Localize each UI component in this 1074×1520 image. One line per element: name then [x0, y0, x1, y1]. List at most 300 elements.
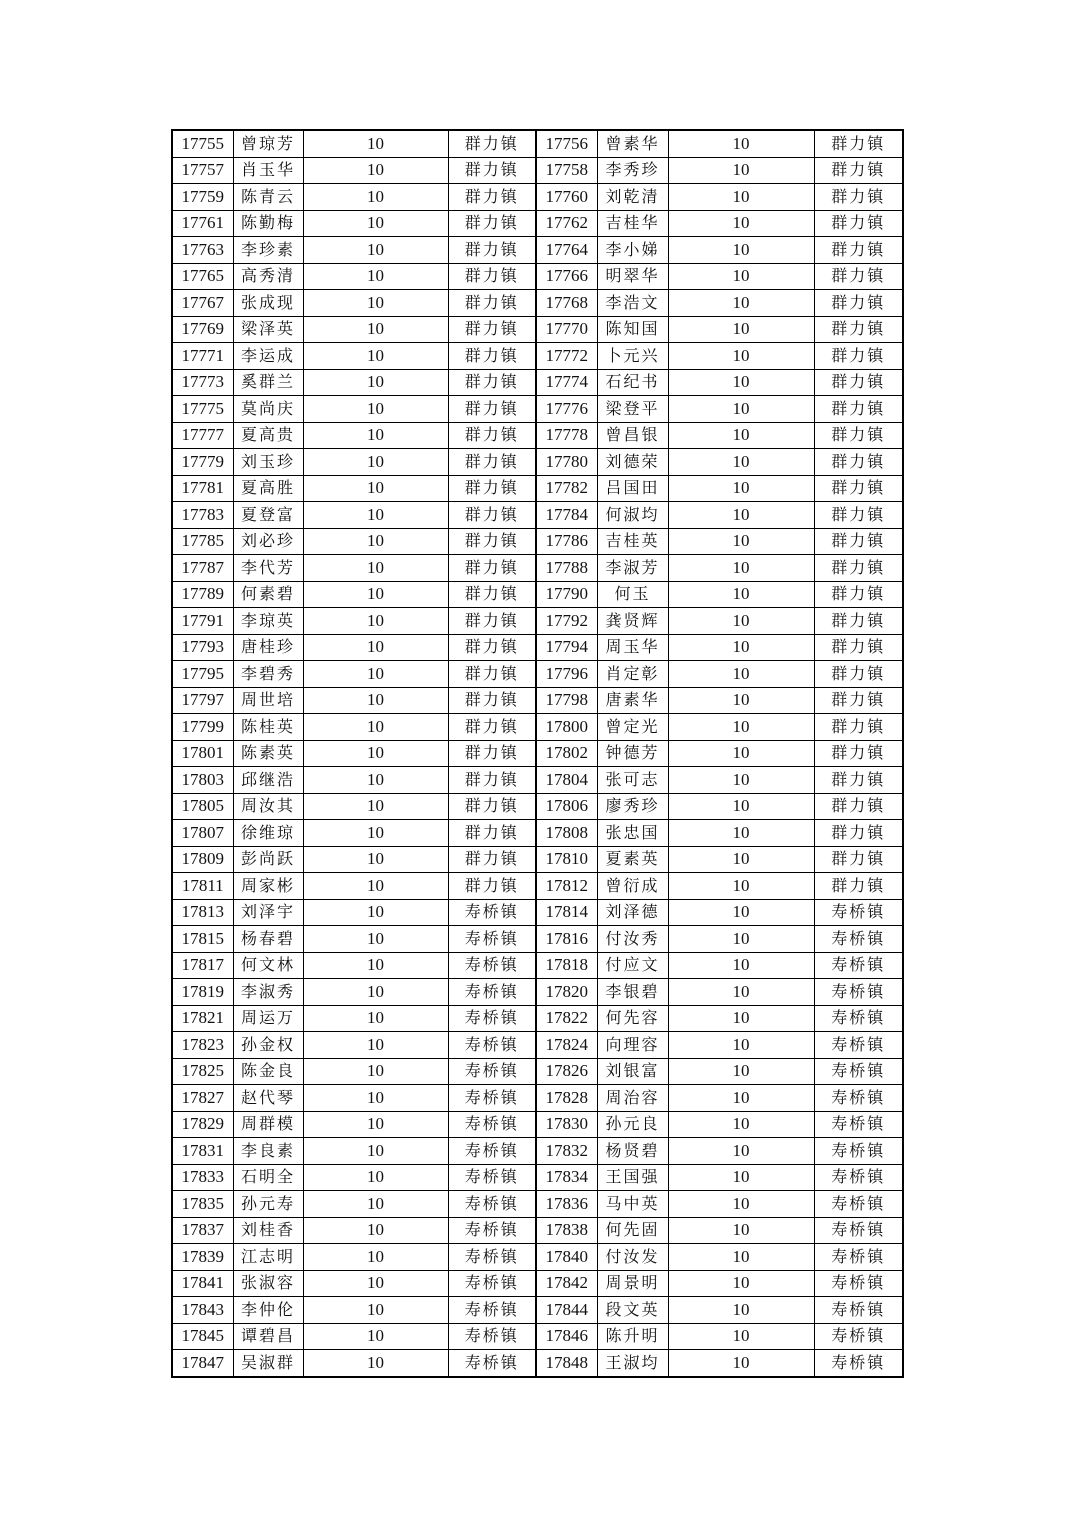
amount-cell: 10	[668, 979, 814, 1006]
person-name-cell: 陈桂英	[233, 714, 303, 741]
table-row	[172, 422, 903, 449]
serial-number-cell: 17776	[536, 396, 597, 423]
serial-number-cell: 17789	[172, 581, 233, 608]
town-cell: 寿桥镇	[448, 1111, 536, 1138]
serial-number-cell: 17807	[172, 820, 233, 847]
serial-number-cell: 17803	[172, 767, 233, 794]
amount-cell: 10	[303, 1297, 448, 1324]
town-cell: 寿桥镇	[448, 1297, 536, 1324]
person-name-cell: 刘德荣	[597, 449, 668, 476]
amount-cell: 10	[668, 237, 814, 264]
person-name-cell: 谭碧昌	[233, 1323, 303, 1350]
amount-cell: 10	[303, 846, 448, 873]
town-cell: 群力镇	[448, 422, 536, 449]
town-cell: 群力镇	[448, 767, 536, 794]
serial-number-cell: 17785	[172, 528, 233, 555]
amount-cell: 10	[668, 396, 814, 423]
person-name-cell: 肖定彰	[597, 661, 668, 688]
town-cell: 群力镇	[448, 634, 536, 661]
town-cell: 寿桥镇	[814, 1032, 903, 1059]
town-cell: 群力镇	[814, 449, 903, 476]
town-cell: 群力镇	[448, 210, 536, 237]
table-row	[172, 740, 903, 767]
person-name-cell: 曾衍成	[597, 873, 668, 900]
amount-cell: 10	[668, 184, 814, 211]
town-cell: 群力镇	[814, 661, 903, 688]
town-cell: 群力镇	[814, 157, 903, 184]
amount-cell: 10	[303, 873, 448, 900]
table-row	[172, 184, 903, 211]
town-cell: 群力镇	[814, 528, 903, 555]
town-cell: 群力镇	[448, 316, 536, 343]
amount-cell: 10	[668, 343, 814, 370]
town-cell: 群力镇	[448, 555, 536, 582]
amount-cell: 10	[303, 184, 448, 211]
person-name-cell: 李仲伦	[233, 1297, 303, 1324]
person-name-cell: 付汝发	[597, 1244, 668, 1271]
amount-cell: 10	[303, 316, 448, 343]
amount-cell: 10	[303, 581, 448, 608]
person-name-cell: 何素碧	[233, 581, 303, 608]
amount-cell: 10	[668, 793, 814, 820]
amount-cell: 10	[668, 1191, 814, 1218]
person-name-cell: 李珍素	[233, 237, 303, 264]
serial-number-cell: 17788	[536, 555, 597, 582]
amount-cell: 10	[303, 1164, 448, 1191]
person-name-cell: 刘玉珍	[233, 449, 303, 476]
table-row	[172, 396, 903, 423]
amount-cell: 10	[303, 1058, 448, 1085]
town-cell: 寿桥镇	[814, 1191, 903, 1218]
town-cell: 寿桥镇	[814, 979, 903, 1006]
amount-cell: 10	[668, 1111, 814, 1138]
table-row	[172, 846, 903, 873]
serial-number-cell: 17813	[172, 899, 233, 926]
serial-number-cell: 17794	[536, 634, 597, 661]
town-cell: 群力镇	[814, 608, 903, 635]
amount-cell: 10	[668, 1270, 814, 1297]
person-name-cell: 陈知国	[597, 316, 668, 343]
town-cell: 寿桥镇	[814, 899, 903, 926]
amount-cell: 10	[668, 475, 814, 502]
town-cell: 群力镇	[448, 290, 536, 317]
town-cell: 群力镇	[448, 740, 536, 767]
town-cell: 寿桥镇	[814, 1138, 903, 1165]
serial-number-cell: 17818	[536, 952, 597, 979]
person-name-cell: 石纪书	[597, 369, 668, 396]
serial-number-cell: 17772	[536, 343, 597, 370]
serial-number-cell: 17792	[536, 608, 597, 635]
table-row	[172, 608, 903, 635]
serial-number-cell: 17757	[172, 157, 233, 184]
serial-number-cell: 17799	[172, 714, 233, 741]
serial-number-cell: 17844	[536, 1297, 597, 1324]
amount-cell: 10	[303, 263, 448, 290]
table-row	[172, 263, 903, 290]
amount-cell: 10	[303, 767, 448, 794]
amount-cell: 10	[668, 1297, 814, 1324]
amount-cell: 10	[668, 1138, 814, 1165]
serial-number-cell: 17782	[536, 475, 597, 502]
serial-number-cell: 17765	[172, 263, 233, 290]
table-row	[172, 237, 903, 264]
table-row	[172, 926, 903, 953]
person-name-cell: 曾定光	[597, 714, 668, 741]
person-name-cell: 刘银富	[597, 1058, 668, 1085]
person-name-cell: 徐维琼	[233, 820, 303, 847]
serial-number-cell: 17793	[172, 634, 233, 661]
amount-cell: 10	[668, 608, 814, 635]
person-name-cell: 夏高贵	[233, 422, 303, 449]
town-cell: 寿桥镇	[814, 1085, 903, 1112]
town-cell: 寿桥镇	[448, 1138, 536, 1165]
amount-cell: 10	[303, 1217, 448, 1244]
amount-cell: 10	[668, 210, 814, 237]
amount-cell: 10	[303, 952, 448, 979]
table-row	[172, 502, 903, 529]
amount-cell: 10	[303, 608, 448, 635]
town-cell: 群力镇	[448, 661, 536, 688]
amount-cell: 10	[303, 820, 448, 847]
serial-number-cell: 17811	[172, 873, 233, 900]
table-row	[172, 210, 903, 237]
town-cell: 群力镇	[448, 714, 536, 741]
serial-number-cell: 17830	[536, 1111, 597, 1138]
serial-number-cell: 17806	[536, 793, 597, 820]
serial-number-cell: 17797	[172, 687, 233, 714]
person-name-cell: 吴淑群	[233, 1350, 303, 1377]
person-name-cell: 吕国田	[597, 475, 668, 502]
serial-number-cell: 17775	[172, 396, 233, 423]
town-cell: 寿桥镇	[814, 1164, 903, 1191]
amount-cell: 10	[303, 1270, 448, 1297]
person-name-cell: 付汝秀	[597, 926, 668, 953]
town-cell: 群力镇	[448, 263, 536, 290]
serial-number-cell: 17820	[536, 979, 597, 1006]
table-row	[172, 714, 903, 741]
serial-number-cell: 17843	[172, 1297, 233, 1324]
serial-number-cell: 17781	[172, 475, 233, 502]
town-cell: 群力镇	[448, 396, 536, 423]
person-name-cell: 李良素	[233, 1138, 303, 1165]
town-cell: 群力镇	[448, 369, 536, 396]
amount-cell: 10	[303, 1323, 448, 1350]
amount-cell: 10	[668, 157, 814, 184]
person-name-cell: 吉桂华	[597, 210, 668, 237]
amount-cell: 10	[668, 1032, 814, 1059]
serial-number-cell: 17832	[536, 1138, 597, 1165]
serial-number-cell: 17761	[172, 210, 233, 237]
town-cell: 群力镇	[814, 343, 903, 370]
town-cell: 群力镇	[814, 290, 903, 317]
serial-number-cell: 17770	[536, 316, 597, 343]
town-cell: 寿桥镇	[448, 1350, 536, 1377]
town-cell: 寿桥镇	[814, 1350, 903, 1377]
town-cell: 寿桥镇	[814, 1323, 903, 1350]
table-row	[172, 475, 903, 502]
person-name-cell: 廖秀珍	[597, 793, 668, 820]
person-name-cell: 夏高胜	[233, 475, 303, 502]
table-row	[172, 555, 903, 582]
amount-cell: 10	[303, 661, 448, 688]
amount-cell: 10	[303, 475, 448, 502]
serial-number-cell: 17816	[536, 926, 597, 953]
person-name-cell: 向理容	[597, 1032, 668, 1059]
serial-number-cell: 17796	[536, 661, 597, 688]
amount-cell: 10	[668, 316, 814, 343]
town-cell: 群力镇	[814, 873, 903, 900]
amount-cell: 10	[303, 1350, 448, 1377]
town-cell: 寿桥镇	[448, 979, 536, 1006]
amount-cell: 10	[303, 1005, 448, 1032]
table-row	[172, 369, 903, 396]
table-row	[172, 1005, 903, 1032]
table-row	[172, 767, 903, 794]
serial-number-cell: 17834	[536, 1164, 597, 1191]
table-row	[172, 581, 903, 608]
person-name-cell: 明翠华	[597, 263, 668, 290]
serial-number-cell: 17777	[172, 422, 233, 449]
serial-number-cell: 17758	[536, 157, 597, 184]
amount-cell: 10	[668, 1085, 814, 1112]
serial-number-cell: 17763	[172, 237, 233, 264]
serial-number-cell: 17833	[172, 1164, 233, 1191]
table-row	[172, 343, 903, 370]
amount-cell: 10	[668, 846, 814, 873]
person-name-cell: 江志明	[233, 1244, 303, 1271]
amount-cell: 10	[303, 449, 448, 476]
town-cell: 群力镇	[448, 502, 536, 529]
town-cell: 寿桥镇	[814, 1058, 903, 1085]
serial-number-cell: 17773	[172, 369, 233, 396]
town-cell: 群力镇	[814, 714, 903, 741]
town-cell: 群力镇	[814, 263, 903, 290]
serial-number-cell: 17766	[536, 263, 597, 290]
amount-cell: 10	[303, 1032, 448, 1059]
amount-cell: 10	[668, 899, 814, 926]
serial-number-cell: 17800	[536, 714, 597, 741]
serial-number-cell: 17780	[536, 449, 597, 476]
town-cell: 群力镇	[814, 369, 903, 396]
serial-number-cell: 17829	[172, 1111, 233, 1138]
town-cell: 群力镇	[448, 873, 536, 900]
person-name-cell: 陈勤梅	[233, 210, 303, 237]
town-cell: 群力镇	[814, 184, 903, 211]
serial-number-cell: 17825	[172, 1058, 233, 1085]
person-name-cell: 刘乾清	[597, 184, 668, 211]
person-name-cell: 何玉	[597, 581, 668, 608]
person-name-cell: 李琼英	[233, 608, 303, 635]
town-cell: 群力镇	[814, 475, 903, 502]
amount-cell: 10	[668, 740, 814, 767]
serial-number-cell: 17784	[536, 502, 597, 529]
person-name-cell: 段文英	[597, 1297, 668, 1324]
person-name-cell: 李小娣	[597, 237, 668, 264]
amount-cell: 10	[303, 740, 448, 767]
serial-number-cell: 17827	[172, 1085, 233, 1112]
table-row	[172, 1270, 903, 1297]
table-row	[172, 1297, 903, 1324]
table-row	[172, 1323, 903, 1350]
person-name-cell: 付应文	[597, 952, 668, 979]
person-name-cell: 吉桂英	[597, 528, 668, 555]
person-name-cell: 李银碧	[597, 979, 668, 1006]
serial-number-cell: 17835	[172, 1191, 233, 1218]
serial-number-cell: 17838	[536, 1217, 597, 1244]
person-name-cell: 周群模	[233, 1111, 303, 1138]
person-name-cell: 陈青云	[233, 184, 303, 211]
serial-number-cell: 17755	[172, 130, 233, 157]
town-cell: 寿桥镇	[814, 1270, 903, 1297]
amount-cell: 10	[303, 634, 448, 661]
serial-number-cell: 17839	[172, 1244, 233, 1271]
person-name-cell: 李淑秀	[233, 979, 303, 1006]
person-name-cell: 陈金良	[233, 1058, 303, 1085]
table-row	[172, 1111, 903, 1138]
person-name-cell: 刘桂香	[233, 1217, 303, 1244]
town-cell: 寿桥镇	[448, 899, 536, 926]
person-name-cell: 杨贤碧	[597, 1138, 668, 1165]
town-cell: 寿桥镇	[448, 952, 536, 979]
amount-cell: 10	[668, 1323, 814, 1350]
table-row	[172, 157, 903, 184]
person-name-cell: 曾琼芳	[233, 130, 303, 157]
amount-cell: 10	[668, 1350, 814, 1377]
person-name-cell: 王淑均	[597, 1350, 668, 1377]
serial-number-cell: 17774	[536, 369, 597, 396]
table-row	[172, 1085, 903, 1112]
town-cell: 群力镇	[448, 475, 536, 502]
person-name-cell: 陈素英	[233, 740, 303, 767]
person-name-cell: 何淑均	[597, 502, 668, 529]
person-name-cell: 何先固	[597, 1217, 668, 1244]
table-row	[172, 316, 903, 343]
town-cell: 群力镇	[448, 608, 536, 635]
table-row	[172, 793, 903, 820]
town-cell: 群力镇	[814, 396, 903, 423]
table-row	[172, 528, 903, 555]
person-name-cell: 曾素华	[597, 130, 668, 157]
serial-number-cell: 17826	[536, 1058, 597, 1085]
person-name-cell: 张可志	[597, 767, 668, 794]
amount-cell: 10	[303, 422, 448, 449]
table-row	[172, 899, 903, 926]
town-cell: 寿桥镇	[448, 926, 536, 953]
town-cell: 群力镇	[448, 184, 536, 211]
serial-number-cell: 17802	[536, 740, 597, 767]
amount-cell: 10	[668, 422, 814, 449]
person-name-cell: 周世培	[233, 687, 303, 714]
serial-number-cell: 17791	[172, 608, 233, 635]
person-name-cell: 奚群兰	[233, 369, 303, 396]
town-cell: 群力镇	[814, 793, 903, 820]
town-cell: 群力镇	[814, 687, 903, 714]
serial-number-cell: 17837	[172, 1217, 233, 1244]
serial-number-cell: 17821	[172, 1005, 233, 1032]
serial-number-cell: 17759	[172, 184, 233, 211]
person-name-cell: 周家彬	[233, 873, 303, 900]
amount-cell: 10	[668, 290, 814, 317]
amount-cell: 10	[668, 1058, 814, 1085]
town-cell: 寿桥镇	[448, 1032, 536, 1059]
person-name-cell: 周汝其	[233, 793, 303, 820]
amount-cell: 10	[303, 210, 448, 237]
person-name-cell: 李运成	[233, 343, 303, 370]
serial-number-cell: 17823	[172, 1032, 233, 1059]
amount-cell: 10	[303, 130, 448, 157]
table-row	[172, 449, 903, 476]
town-cell: 群力镇	[814, 767, 903, 794]
person-name-cell: 周景明	[597, 1270, 668, 1297]
table-row	[172, 820, 903, 847]
serial-number-cell: 17756	[536, 130, 597, 157]
serial-number-cell: 17808	[536, 820, 597, 847]
town-cell: 群力镇	[448, 528, 536, 555]
serial-number-cell: 17828	[536, 1085, 597, 1112]
amount-cell: 10	[668, 926, 814, 953]
town-cell: 群力镇	[814, 130, 903, 157]
amount-cell: 10	[668, 1005, 814, 1032]
town-cell: 寿桥镇	[448, 1244, 536, 1271]
town-cell: 寿桥镇	[448, 1005, 536, 1032]
person-name-cell: 李淑芳	[597, 555, 668, 582]
person-name-cell: 李秀珍	[597, 157, 668, 184]
serial-number-cell: 17778	[536, 422, 597, 449]
table-row	[172, 130, 903, 157]
amount-cell: 10	[668, 661, 814, 688]
town-cell: 群力镇	[448, 130, 536, 157]
table-row	[172, 634, 903, 661]
person-name-cell: 唐桂珍	[233, 634, 303, 661]
person-name-cell: 赵代琴	[233, 1085, 303, 1112]
amount-cell: 10	[668, 767, 814, 794]
town-cell: 寿桥镇	[448, 1058, 536, 1085]
amount-cell: 10	[668, 581, 814, 608]
person-name-cell: 张成现	[233, 290, 303, 317]
town-cell: 寿桥镇	[814, 1217, 903, 1244]
town-cell: 群力镇	[814, 820, 903, 847]
amount-cell: 10	[668, 634, 814, 661]
amount-cell: 10	[303, 343, 448, 370]
table-row	[172, 687, 903, 714]
serial-number-cell: 17815	[172, 926, 233, 953]
amount-cell: 10	[303, 369, 448, 396]
table-row	[172, 1350, 903, 1377]
table-row	[172, 1244, 903, 1271]
amount-cell: 10	[303, 1244, 448, 1271]
person-name-cell: 刘泽德	[597, 899, 668, 926]
serial-number-cell: 17795	[172, 661, 233, 688]
town-cell: 寿桥镇	[448, 1191, 536, 1218]
amount-cell: 10	[303, 926, 448, 953]
amount-cell: 10	[668, 528, 814, 555]
table-row	[172, 1164, 903, 1191]
town-cell: 寿桥镇	[814, 1111, 903, 1138]
person-name-cell: 卜元兴	[597, 343, 668, 370]
table-row	[172, 1191, 903, 1218]
serial-number-cell: 17768	[536, 290, 597, 317]
person-name-cell: 王国强	[597, 1164, 668, 1191]
amount-cell: 10	[303, 528, 448, 555]
table-row	[172, 661, 903, 688]
town-cell: 群力镇	[814, 846, 903, 873]
person-name-cell: 杨春碧	[233, 926, 303, 953]
amount-cell: 10	[303, 555, 448, 582]
person-name-cell: 梁登平	[597, 396, 668, 423]
roster-table	[171, 129, 904, 1378]
amount-cell: 10	[303, 714, 448, 741]
amount-cell: 10	[303, 1111, 448, 1138]
